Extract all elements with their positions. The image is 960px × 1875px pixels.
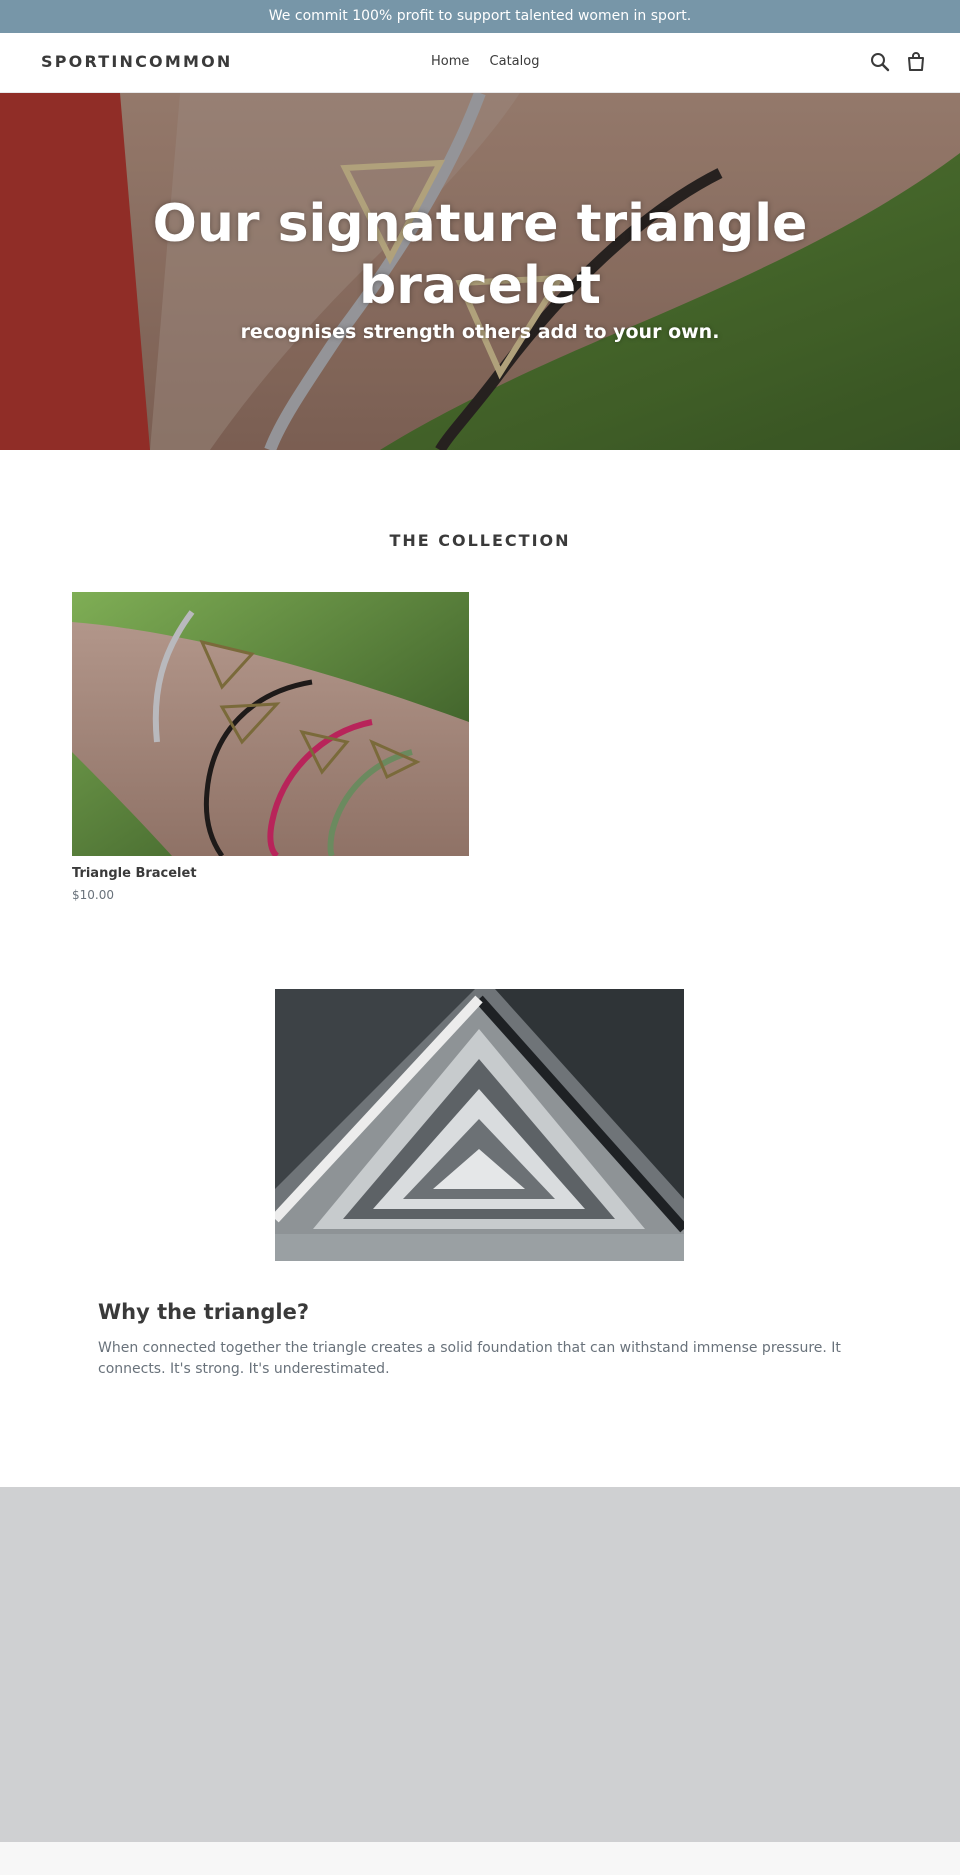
product-price: $10.00 xyxy=(72,888,114,902)
feature-heading: Why the triangle? xyxy=(98,1300,310,1324)
hero-banner xyxy=(0,93,960,450)
search-icon[interactable] xyxy=(868,50,892,74)
nav-item-catalog[interactable]: Catalog xyxy=(489,54,540,69)
collection-title: THE COLLECTION xyxy=(389,531,571,550)
feature-text: When connected together the triangle creates a solid foundation that can withstand immense pressure. It connects. It's strong. It's underestimated. xyxy=(98,1340,841,1377)
announcement-text: We commit 100% profit to support talented women in sport. xyxy=(268,8,692,24)
grey-placeholder-section xyxy=(0,1487,960,1842)
hero-subtitle: recognises strength others add to your own. xyxy=(240,321,720,343)
main-nav xyxy=(431,54,555,69)
hero-title: Our signature triangle bracelet xyxy=(152,194,808,316)
product-name[interactable]: Triangle Bracelet xyxy=(72,866,197,881)
site-logo[interactable]: SPORTINCOMMON xyxy=(41,52,233,71)
feature-image xyxy=(275,989,684,1261)
cart-icon[interactable] xyxy=(904,50,928,74)
product-image[interactable] xyxy=(72,592,469,856)
nav-item-home[interactable]: Home xyxy=(431,54,470,69)
site-header xyxy=(0,33,960,93)
footer-strip xyxy=(0,1842,960,1875)
announcement-bar xyxy=(0,0,960,33)
